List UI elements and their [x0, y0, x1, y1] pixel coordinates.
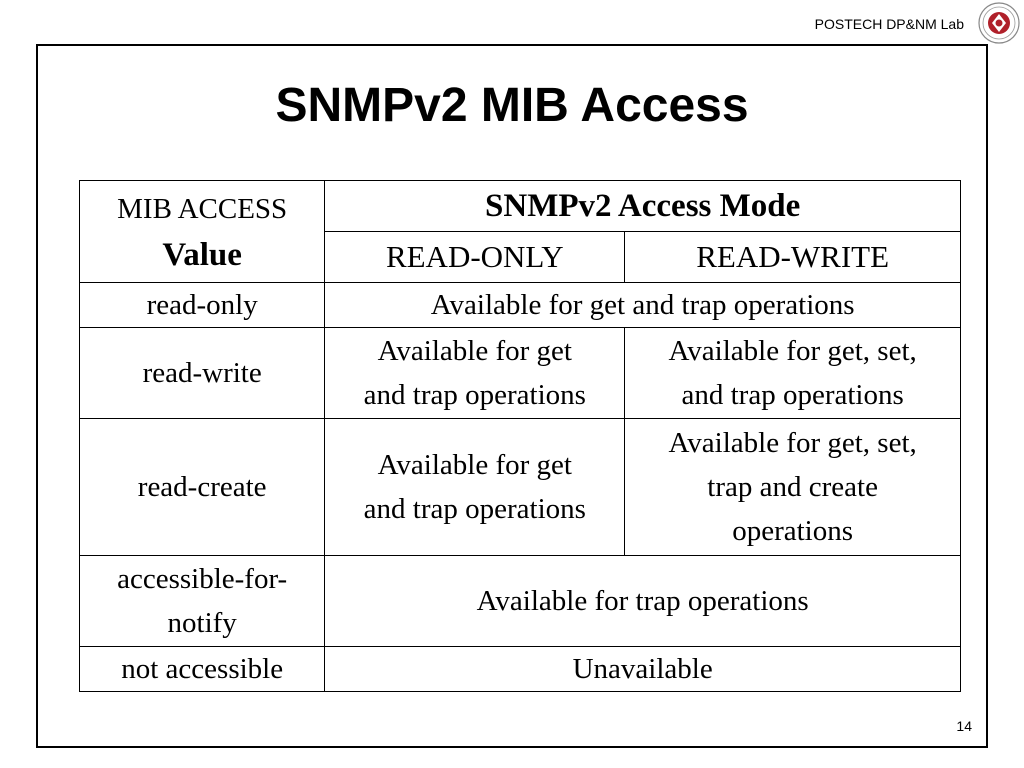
lab-label: POSTECH DP&NM Lab [814, 16, 964, 32]
table-row [80, 328, 961, 419]
row-merged-cell: Available for trap operations [325, 556, 961, 647]
row-read-write-cell [625, 328, 961, 419]
cell-line: operations [732, 515, 854, 547]
cell-line: Available for get, set, [668, 427, 917, 459]
page-number: 14 [956, 718, 972, 734]
table-row [80, 419, 961, 556]
row-read-only-cell [325, 328, 625, 419]
table-row [80, 556, 961, 647]
cell-line: Available for get [377, 449, 572, 481]
table-row [80, 283, 961, 328]
corner-header-line2: Value [162, 236, 242, 273]
col-header-read-only: READ-ONLY [325, 232, 625, 283]
cell-line: notify [167, 607, 237, 639]
cell-line: Available for get, set, [668, 335, 917, 367]
table-row [80, 647, 961, 692]
row-merged-cell: Unavailable [325, 647, 961, 692]
table-header-row [80, 181, 961, 232]
row-value-cell: read-only [80, 283, 325, 328]
row-value-cell: read-write [80, 328, 325, 419]
cell-line: accessible-for- [117, 563, 288, 595]
cell-line: and trap operations [363, 379, 586, 411]
postech-seal-logo-icon [978, 2, 1020, 44]
corner-header-cell [80, 181, 325, 283]
row-read-only-cell [325, 419, 625, 556]
cell-line: and trap operations [681, 379, 904, 411]
row-merged-cell: Available for get and trap operations [325, 283, 961, 328]
access-mode-header: SNMPv2 Access Mode [325, 181, 961, 232]
cell-line: trap and create [707, 471, 878, 503]
row-value-cell: not accessible [80, 647, 325, 692]
row-value-cell [80, 556, 325, 647]
row-value-cell: read-create [80, 419, 325, 556]
corner-header-line1: MIB ACCESS [117, 192, 288, 225]
row-read-write-cell [625, 419, 961, 556]
mib-access-table [79, 180, 961, 692]
col-header-read-write: READ-WRITE [625, 232, 961, 283]
cell-line: and trap operations [363, 493, 586, 525]
slide-title: SNMPv2 MIB Access [275, 79, 749, 132]
cell-line: Available for get [377, 335, 572, 367]
